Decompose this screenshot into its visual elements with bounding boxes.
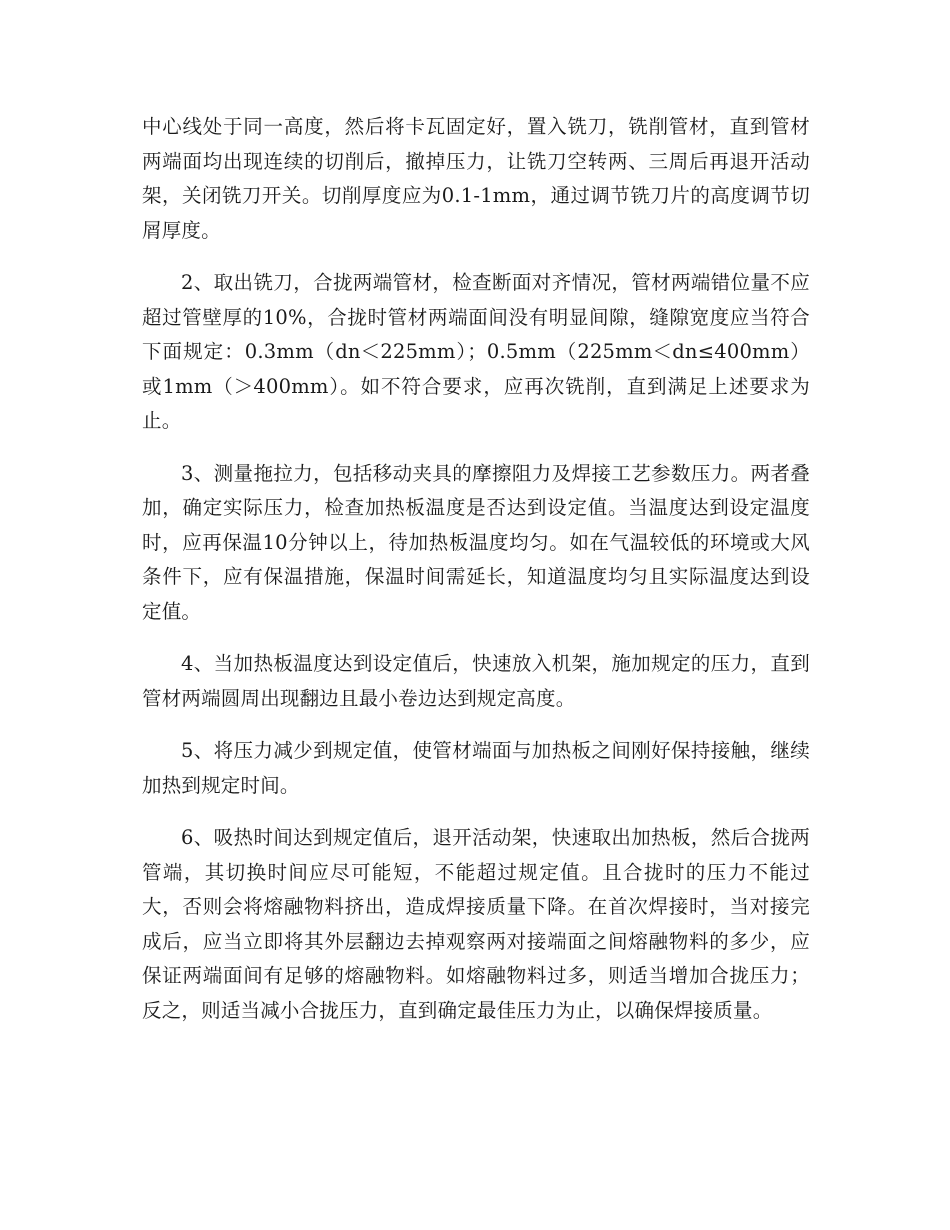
- paragraph-step-2: 2、取出铣刀，合拢两端管材，检查断面对齐情况，管材两端错位量不应超过管壁厚的10%，合拢时管材两端面间没有明显间隙，缝隙宽度应当符合下面规定：0.3mm（dn＜225mm）；0.5mm（225mm＜dn≤400mm）或1mm（＞400mm）。如不符合要求，应再次铣削，直到满足上述要求为止。: [142, 271, 810, 432]
- paragraph-step-3: 3、测量拖拉力，包括移动夹具的摩擦阻力及焊接工艺参数压力。两者叠加，确定实际压力，检查加热板温度是否达到设定值。当温度达到设定温度时，应再保温10分钟以上，待加热板温度均匀。如在气温较低的环境或大风条件下，应有保温措施，保温时间需延长，知道温度均匀且实际温度达到设定值。: [142, 461, 810, 623]
- paragraph-step-6: 6、吸热时间达到规定值后，退开活动架，快速取出加热板，然后合拢两管端，其切换时间应尽可能短，不能超过规定值。且合拢时的压力不能过大，否则会将熔融物料挤出，造成焊接质量下降。在首次焊接时，当对接完成后，应当立即将其外层翻边去掉观察两对接端面之间熔融物料的多少，应保证两端面间有足够的熔融物料。如熔融物料过多，则适当增加合拢压力；反之，则适当减小合拢压力，直到确定最佳压力为止，以确保焊接质量。: [142, 826, 810, 1022]
- paragraph-step-5: 5、将压力减少到规定值，使管材端面与加热板之间刚好保持接触，继续加热到规定时间。: [142, 739, 810, 797]
- paragraph-continuation: 中心线处于同一高度，然后将卡瓦固定好，置入铣刀，铣削管材，直到管材两端面均出现连续的切削后，撤掉压力，让铣刀空转两、三周后再退开活动架，关闭铣刀开关。切削厚度应为0.1-1mm，通过调节铣刀片的高度调节切屑厚度。: [142, 115, 810, 242]
- paragraph-step-4: 4、当加热板温度达到设定值后，快速放入机架，施加规定的压力，直到管材两端圆周出现翻边且最小卷边达到规定高度。: [142, 652, 810, 710]
- document-body: [142, 110, 810, 1046]
